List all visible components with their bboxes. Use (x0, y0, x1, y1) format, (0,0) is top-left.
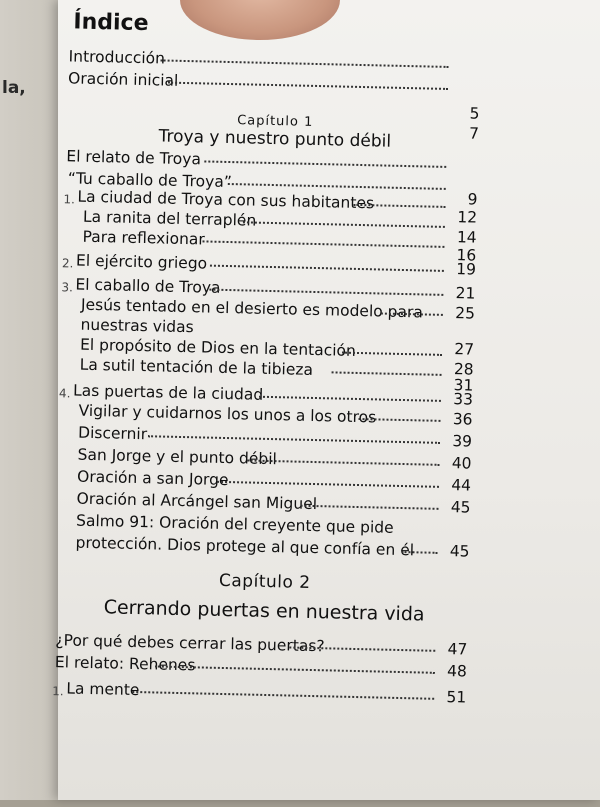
toc-entry-label: El caballo de Troya (75, 275, 221, 297)
toc-leader-dots (148, 435, 440, 444)
toc-leader-dots (301, 505, 439, 510)
toc-entry-label: La mente (66, 679, 140, 700)
chapter-1-title: Troya y nuestro punto débil (158, 126, 392, 152)
toc-page-number: 7 (468, 124, 480, 143)
toc-leader-dots (168, 82, 448, 90)
toc-page-number: 45 (449, 542, 470, 561)
chapter-1-heading (55, 109, 496, 154)
toc-page-number: 51 (446, 688, 467, 707)
toc-page-number: 27 (454, 340, 475, 359)
toc-entry-number: 1. (63, 192, 76, 207)
toc-page-number: 19 (456, 260, 477, 279)
toc-page-number: 21 (455, 284, 476, 303)
toc-page-number: 39 (452, 432, 473, 451)
toc-entry-number: 2. (61, 256, 74, 271)
toc-leader-dots (228, 183, 446, 190)
toc-entry-label: Oración inicial (67, 69, 179, 90)
toc-page-number: 14 (456, 228, 477, 247)
chapter-2-title: Cerrando puertas en nuestra vida (103, 596, 425, 626)
toc-page-number: 28 (453, 360, 474, 379)
toc-leader-dots (132, 691, 434, 700)
toc-entry-label: nuestras vidas (80, 315, 194, 337)
toc-leader-dots (243, 221, 445, 228)
toc-page-number: 5 (469, 104, 480, 123)
chapter-2-heading (44, 567, 485, 627)
toc-entry-number: 1. (52, 684, 64, 699)
toc-entry-label: La sutil tentación de la tibieza (79, 355, 314, 379)
toc-leader-dots (204, 160, 446, 167)
toc-entry-label: La ciudad de Troya con sus habitantes (77, 187, 375, 213)
toc-entry-label: Salmo 91: Oración del creyente que pide (75, 511, 394, 537)
toc-entry-label: Vigilar y cuidarnos los unos a los otros (78, 401, 377, 427)
toc-entry-label: Las puertas de la ciudad (72, 381, 264, 404)
toc-leader-dots (259, 396, 441, 402)
toc-entry-label: ¿Por qué debes cerrar las puertas? (55, 631, 325, 656)
toc-entry-label: Oración al Arcángel san Miguel (76, 489, 318, 514)
toc-page-number: 33 (453, 390, 474, 409)
toc-entry-label: El ejército griego (75, 251, 208, 273)
index-content (40, 0, 600, 807)
toc-entry-label: Jesús tentado en el desierto es modelo para (80, 295, 424, 322)
toc-entry-number: 4. (58, 386, 71, 401)
toc-page-number: 45 (450, 498, 471, 517)
toc-leader-dots (342, 352, 442, 356)
toc-page-number: 25 (455, 304, 476, 323)
toc-entry-number: 3. (61, 280, 74, 295)
toc-leader-dots (155, 665, 435, 673)
toc-entry-label: protección. Dios protege al que confía en él (75, 533, 415, 560)
toc-leader-dots (209, 289, 443, 296)
chapter-2-label: Capítulo 2 (218, 570, 311, 593)
toc-entry-label: “Tu caballo de Troya” (67, 169, 233, 192)
toc-page-number: 44 (451, 476, 472, 495)
toc-page-number: 9 (467, 190, 478, 209)
toc-entry-label: El relato de Troya (66, 147, 202, 169)
toc-page-number: 48 (446, 662, 468, 681)
toc-page-number: 40 (451, 454, 472, 473)
toc-page-number: 36 (452, 410, 473, 429)
toc-entry-label: Oración a san Jorge (76, 467, 229, 490)
toc-entry (42, 679, 482, 709)
page-title: Índice (73, 9, 149, 37)
toc-page-number: 47 (447, 640, 468, 659)
toc-leader-dots (210, 265, 444, 272)
toc-page-number: 31 (453, 376, 474, 395)
index-page (52, 0, 600, 800)
toc-leader-dots (202, 240, 444, 247)
background-page-text: la, (2, 78, 26, 98)
chapter-1-label: Capítulo 1 (236, 113, 314, 130)
toc-entry-label: Para reflexionar (82, 227, 205, 249)
toc-entry-label: Introducción (68, 47, 166, 68)
toc-entry-label: El relato: Rehenes (54, 653, 196, 675)
toc-page-number: 12 (457, 208, 478, 227)
toc-entry-label: San Jorge y el punto débil (77, 445, 278, 469)
toc-entry-label: La ranita del terraplén (82, 207, 257, 230)
toc-leader-dots (161, 59, 449, 68)
toc-entry-label: El propósito de Dios en la tentación (79, 335, 357, 360)
toc-leader-dots (217, 481, 439, 488)
toc-entry-label: Discernir (77, 423, 148, 444)
toc-page-number: 16 (456, 246, 477, 265)
